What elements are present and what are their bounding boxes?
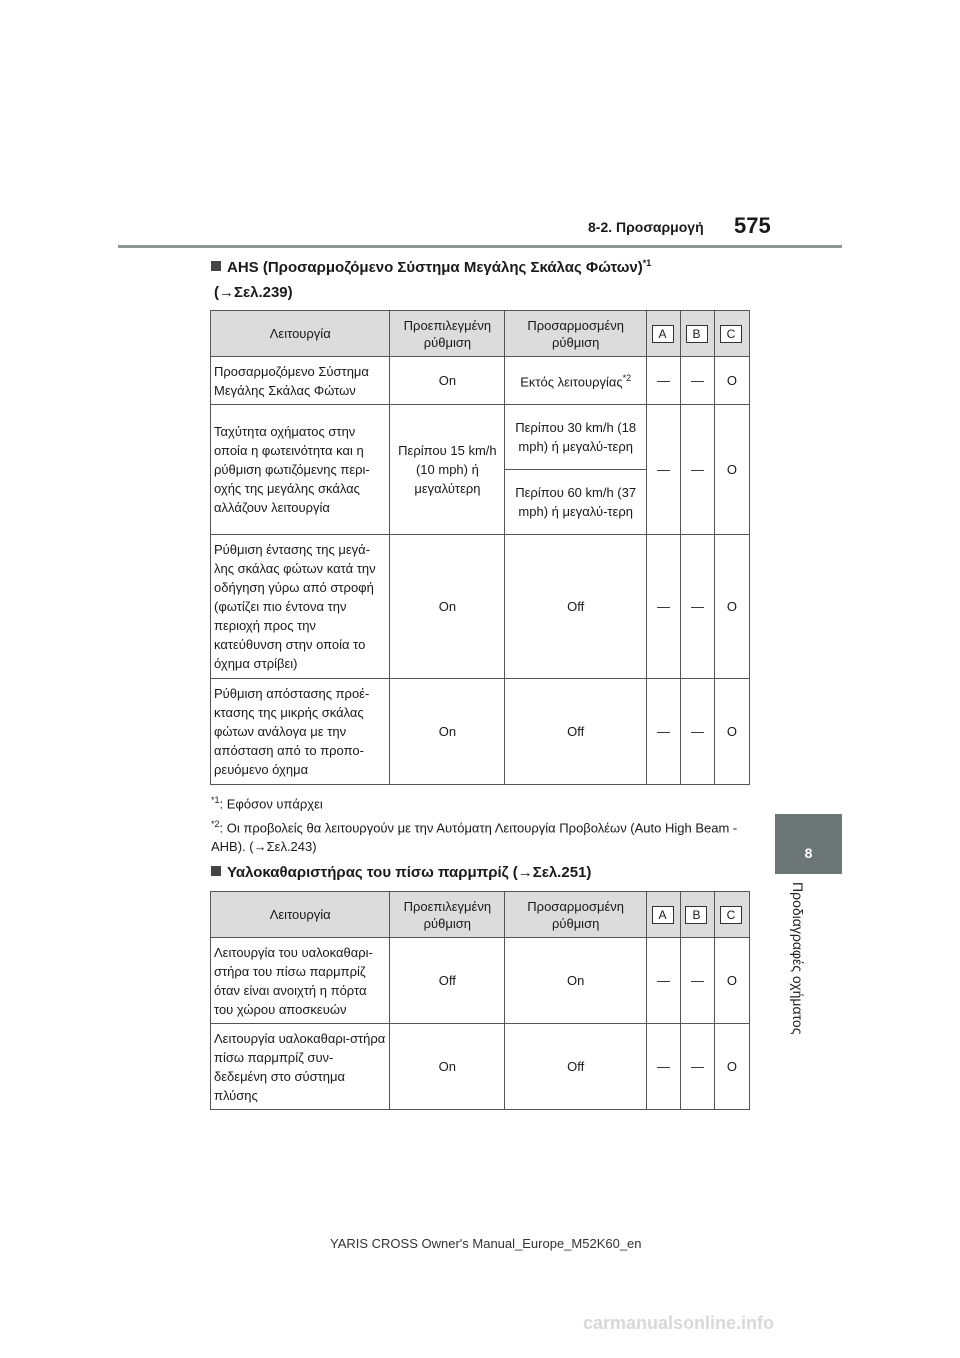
table-row: Περίπου 60 km/h (37 mph) ή μεγαλύ-τερη bbox=[211, 470, 750, 535]
header-rule bbox=[118, 245, 842, 248]
header-function: Λειτουργία bbox=[211, 892, 390, 938]
section1-title: AHS (Προσαρμοζόμενο Σύστημα Μεγάλης Σκάλας Φώτων)$^{*1}$ bbox=[211, 258, 651, 276]
header-custom: Προσαρμοσμένη ρύθμιση bbox=[505, 311, 647, 357]
table-row: Προσαρμοζόμενο Σύστημα Μεγάλης Σκάλας Φώτων On Εκτός λειτουργίας$^{*2}$ — — O bbox=[211, 357, 750, 405]
header-function: Λειτουργία bbox=[211, 311, 390, 357]
section1-ref[interactable]: (→Σελ.239) bbox=[214, 284, 293, 301]
rear-wiper-table bbox=[210, 891, 750, 1110]
section2-title: Υαλοκαθαριστήρας του πίσω παρμπρίζ (→Σελ.251) bbox=[211, 864, 591, 881]
table-row: Λειτουργία υαλοκαθαρι-στήρα πίσω παρμπρίζ συν-δεδεμένη στο σύστημα πλύσης On Off — — O bbox=[211, 1024, 750, 1110]
section-header: 8-2. Προσαρμογή bbox=[588, 219, 704, 235]
square-bullet-icon bbox=[211, 261, 221, 271]
table-row: Ρύθμιση έντασης της μεγά-λης σκάλας φώτων κατά την οδήγηση γύρω από στροφή (φωτίζει πιο έντονα την περιοχή προς την κατεύθυνση στην οποία το όχημα στρίβει) On Off — — O bbox=[211, 535, 750, 679]
footnote-1: $^{*1}$: Εφόσον υπάρχει bbox=[211, 795, 323, 812]
watermark: carmanualsonline.info bbox=[583, 1313, 775, 1333]
header-a: A bbox=[647, 892, 681, 938]
chapter-label: Προδιαγραφές οχήματος bbox=[790, 882, 806, 1035]
header-a: A bbox=[647, 311, 681, 357]
table-row: Ρύθμιση απόστασης προέ-κτασης της μικρής σκάλας φώτων ανάλογα με την απόσταση από το προπο-ρευόμενο όχημα On Off — — O bbox=[211, 679, 750, 785]
page-number: 575 bbox=[734, 213, 771, 238]
header-default: Προεπιλεγμένη ρύθμιση bbox=[390, 892, 505, 938]
chapter-tab[interactable]: 8 bbox=[775, 814, 842, 874]
ahs-settings-table bbox=[210, 310, 750, 785]
table-row: Ταχύτητα οχήματος στην οποία η φωτεινότητα και η ρύθμιση φωτιζόμενης περι-οχής της μεγάλης σκάλας αλλάζουν λειτουργία Περίπου 15 km/h (10 mph) ή μεγαλύτερη Περίπου 30 km/h (18 mph) ή μεγαλύ-τερη — — O bbox=[211, 405, 750, 470]
header-c: C bbox=[714, 892, 749, 938]
footnote-2: $^{*2}$: Οι προβολείς θα λειτουργούν με την Αυτόματη Λειτουργία Προβολέων (Auto High Beam - AHB). (→Σελ.243) bbox=[211, 819, 738, 855]
header-custom: Προσαρμοσμένη ρύθμιση bbox=[505, 892, 647, 938]
table-row: Λειτουργία του υαλοκαθαρι-στήρα του πίσω παρμπρίζ όταν είναι ανοιχτή η πόρτα του χώρου αποσκευών Off On — — O bbox=[211, 938, 750, 1024]
header-b: B bbox=[681, 311, 715, 357]
header-default: Προεπιλεγμένη ρύθμιση bbox=[390, 311, 505, 357]
square-bullet-icon bbox=[211, 866, 221, 876]
header-b: B bbox=[681, 892, 715, 938]
header-c: C bbox=[714, 311, 749, 357]
footer-text: YARIS CROSS Owner's Manual_Europe_M52K60_en bbox=[330, 1236, 642, 1251]
